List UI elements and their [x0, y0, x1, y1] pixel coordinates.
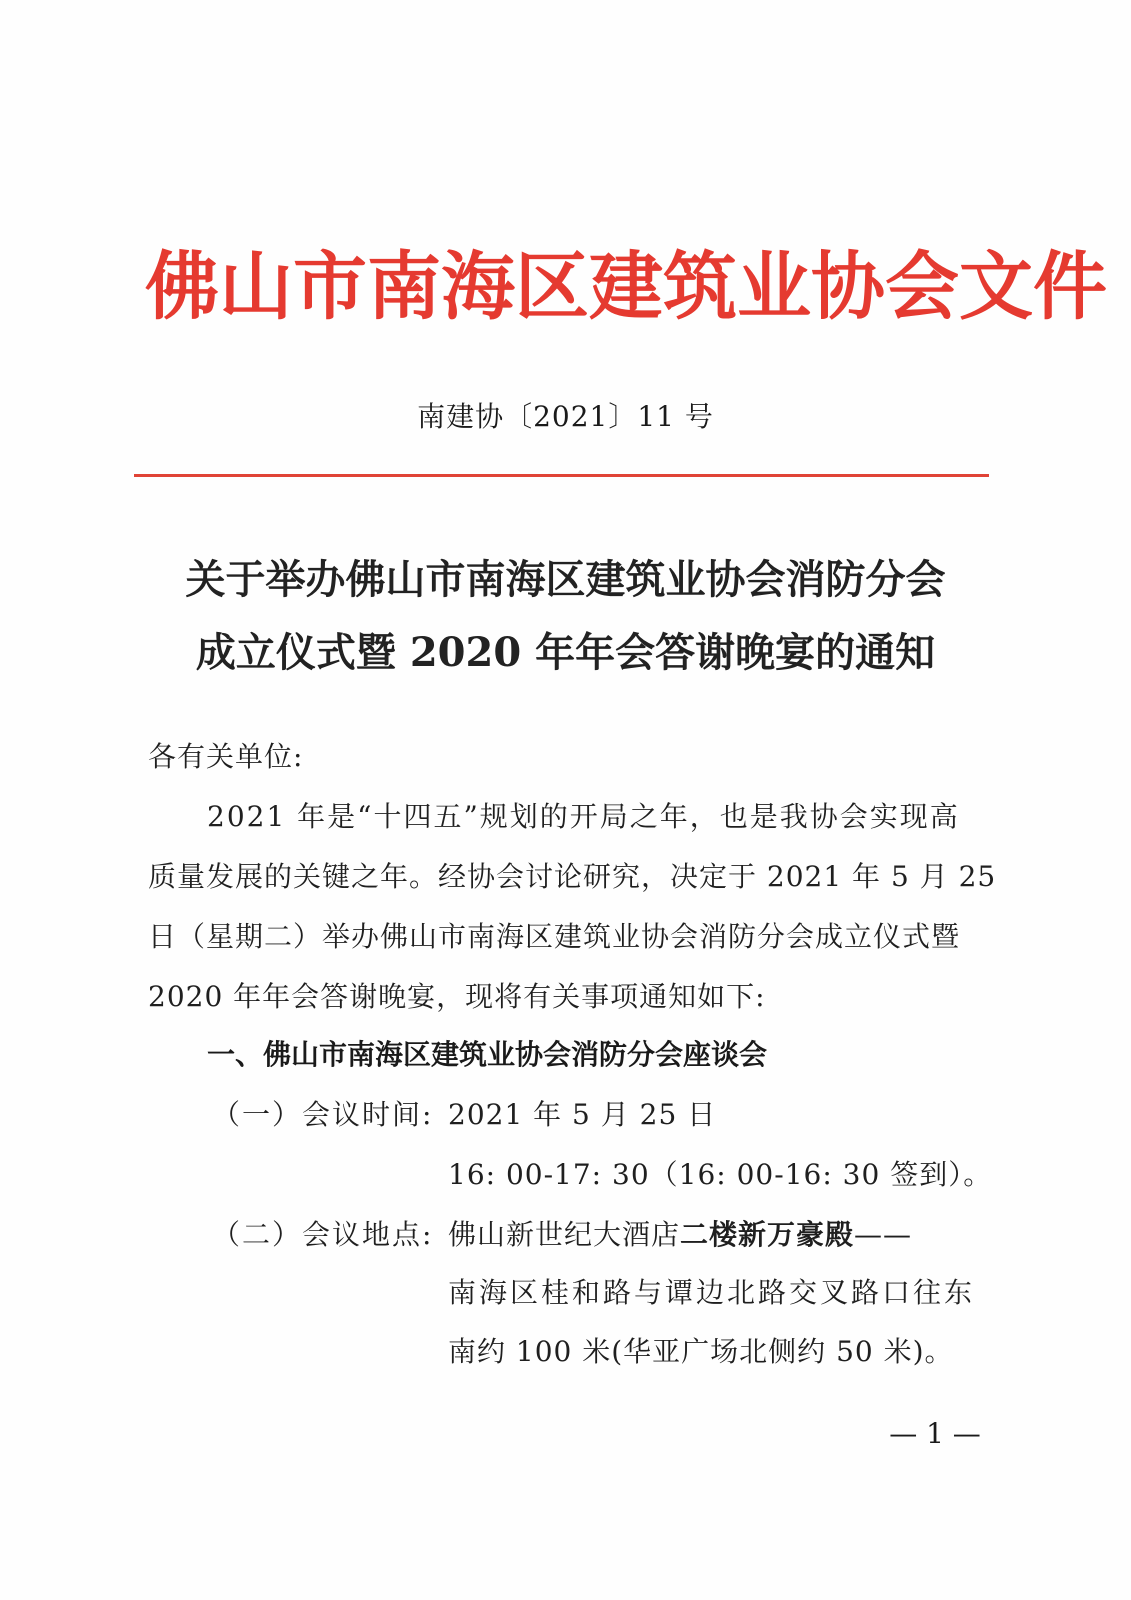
- meeting-time-date: 2021 年 5 月 25 日: [448, 1098, 717, 1131]
- notice-title-line-2: 成立仪式暨 2020 年年会答谢晚宴的通知: [195, 629, 936, 676]
- venue-hall: 二楼新万豪殿: [680, 1218, 855, 1251]
- meeting-place-label: （二）会议地点:: [212, 1218, 434, 1251]
- meeting-place-line-2: 南海区桂和路与谭边北路交叉路口往东: [448, 1276, 976, 1309]
- section-heading: 一、佛山市南海区建筑业协会消防分会座谈会: [207, 1038, 768, 1071]
- paragraph-line: 日（星期二）举办佛山市南海区建筑业协会消防分会成立仪式暨: [148, 920, 961, 953]
- paragraph-line: 2021 年是“十四五”规划的开局之年，也是我协会实现高: [207, 800, 960, 833]
- paragraph-line: 2020 年年会答谢晚宴，现将有关事项通知如下:: [148, 980, 766, 1013]
- notice-title-line-1: 关于举办佛山市南海区建筑业协会消防分会: [185, 556, 946, 603]
- meeting-place-line-3: 南约 100 米(华亚广场北侧约 50 米)。: [448, 1335, 954, 1368]
- red-divider-line: [134, 474, 989, 477]
- meeting-time-range: 16: 00-17: 30（16: 00-16: 30 签到）。: [448, 1158, 993, 1191]
- meeting-place-line-1: [448, 1213, 912, 1253]
- salutation: 各有关单位:: [148, 740, 304, 773]
- page-number: — 1 —: [889, 1417, 981, 1450]
- masthead-title: 佛山市南海区建筑业协会文件: [145, 244, 1107, 330]
- venue-name: 佛山新世纪大酒店: [448, 1218, 681, 1251]
- document-number: 南建协〔2021〕11 号: [417, 400, 714, 433]
- paragraph-line: 质量发展的关键之年。经协会讨论研究，决定于 2021 年 5 月 25: [148, 860, 997, 893]
- meeting-time-label: （一）会议时间:: [212, 1098, 434, 1131]
- venue-dash: ——: [854, 1218, 913, 1251]
